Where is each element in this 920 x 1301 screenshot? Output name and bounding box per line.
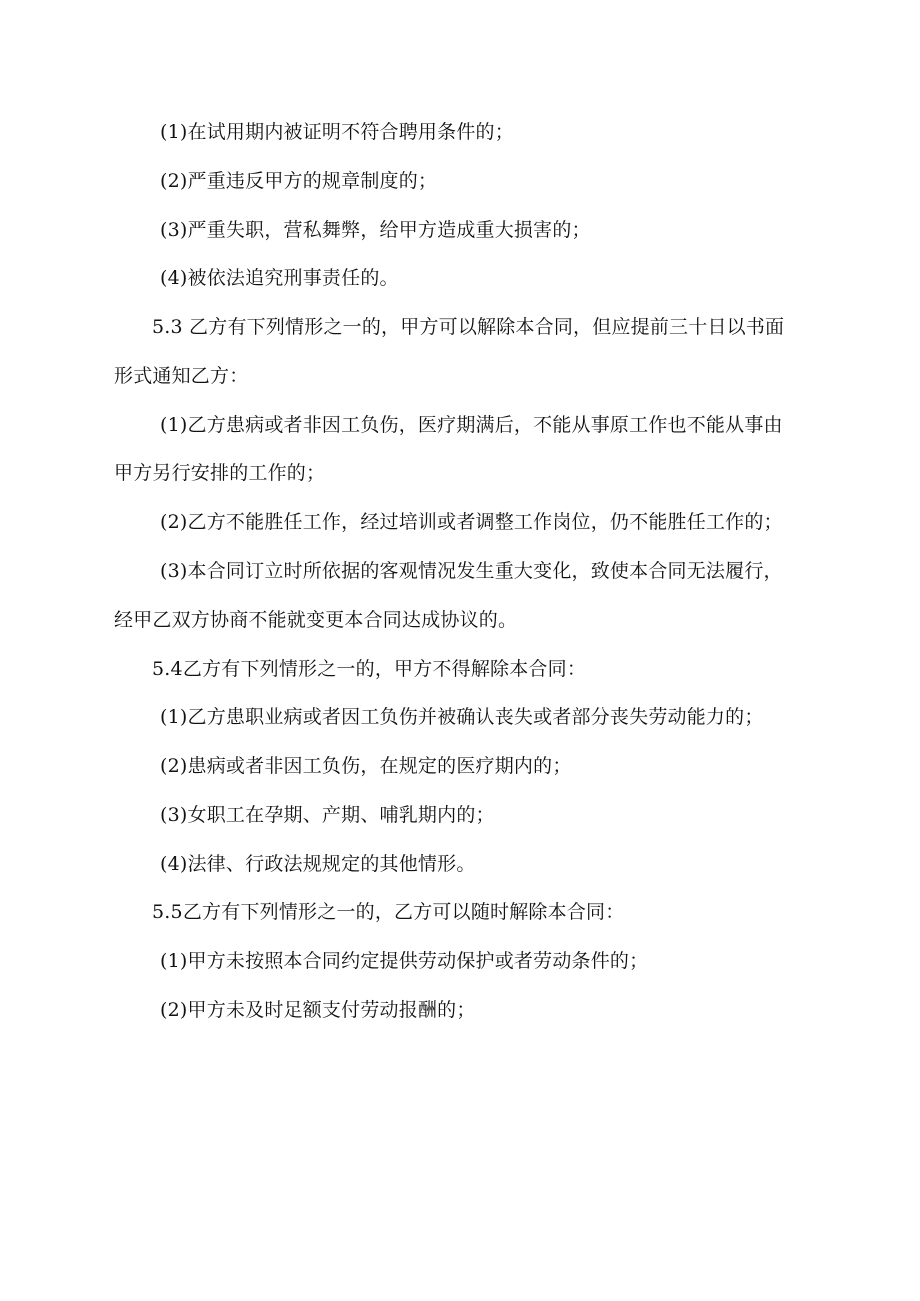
- clause-5-5-item-1: (1)甲方未按照本合同约定提供劳动保护或者劳动条件的；: [160, 950, 649, 972]
- clause-5-5-item-2: (2)甲方未及时足额支付劳动报酬的；: [160, 999, 476, 1021]
- clause-item-1: (1)在试用期内被证明不符合聘用条件的；: [160, 121, 514, 143]
- clause-5-3-item-3-continuation: 经甲乙双方协商不能就变更本合同达成协议的。: [114, 609, 518, 631]
- clause-5-3-item-3: (3)本合同订立时所依据的客观情况发生重大变化，致使本合同无法履行，: [160, 560, 783, 582]
- clause-5-4-heading: 5.4乙方有下列情形之一的，甲方不得解除本合同：: [152, 658, 587, 680]
- clause-item-4: (4)被依法追究刑事责任的。: [160, 267, 399, 289]
- clause-5-5-heading: 5.5乙方有下列情形之一的，乙方可以随时解除本合同：: [152, 901, 625, 923]
- clause-5-3-continuation: 形式通知乙方：: [114, 365, 249, 387]
- clause-5-3-heading: 5.3 乙方有下列情形之一的，甲方可以解除本合同，但应提前三十日以书面: [152, 316, 785, 338]
- clause-5-3-item-2: (2)乙方不能胜任工作，经过培训或者调整工作岗位，仍不能胜任工作的；: [160, 511, 783, 533]
- clause-5-3-item-1: (1)乙方患病或者非因工负伤，医疗期满后，不能从事原工作也不能从事由: [160, 414, 783, 436]
- clause-5-4-item-2: (2)患病或者非因工负伤，在规定的医疗期内的；: [160, 755, 572, 777]
- clause-item-3: (3)严重失职，营私舞弊，给甲方造成重大损害的；: [160, 219, 591, 241]
- clause-5-3-item-1-continuation: 甲方另行安排的工作的；: [114, 462, 326, 484]
- clause-5-4-item-3: (3)女职工在孕期、产期、哺乳期内的；: [160, 804, 495, 826]
- clause-5-4-item-4: (4)法律、行政法规规定的其他情形。: [160, 853, 476, 875]
- clause-item-2: (2)严重违反甲方的规章制度的；: [160, 170, 438, 192]
- clause-5-4-item-1: (1)乙方患职业病或者因工负伤并被确认丧失或者部分丧失劳动能力的；: [160, 706, 764, 728]
